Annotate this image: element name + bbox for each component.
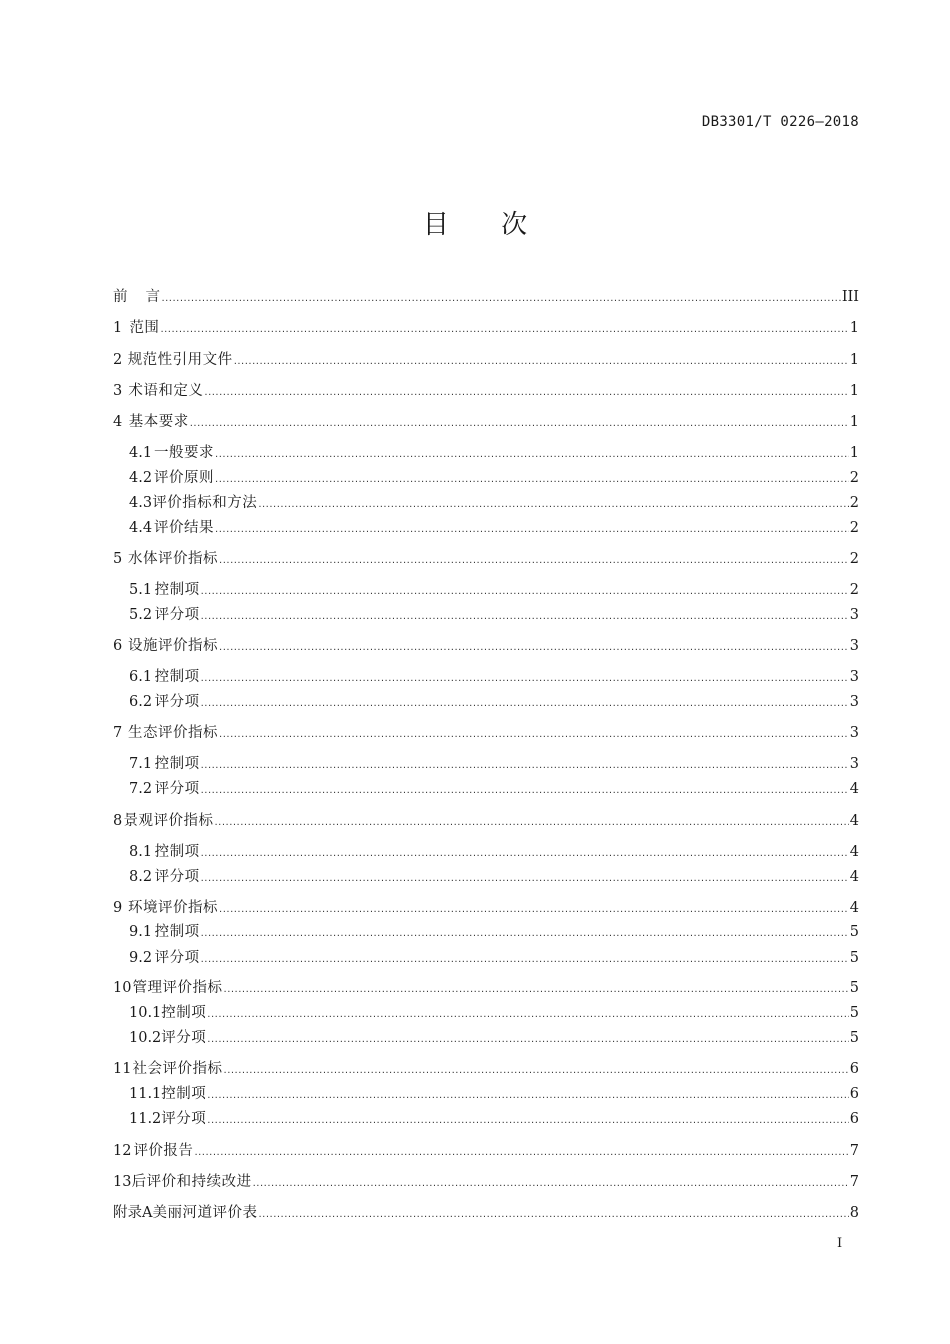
toc-leader [219,899,849,921]
toc-entry-11-1[interactable] [129,1083,859,1105]
toc-text: 景观评价指标 [123,813,214,829]
toc-number: 2 [113,352,123,368]
toc-entry-11[interactable] [113,1058,859,1080]
toc-entry-4[interactable] [113,411,859,433]
toc-page: 4 [849,869,859,885]
toc-text: 评分项 [161,1111,207,1127]
toc-leader [204,382,848,404]
toc-text: 评分项 [154,950,200,966]
toc-number: 10.2 [129,1030,162,1046]
toc-leader [201,693,849,715]
toc-page: III [841,289,859,305]
toc-page: 2 [849,495,859,511]
toc-page: 5 [849,1005,859,1021]
toc-number: 8 [113,813,123,829]
page-number: I [837,1236,843,1251]
toc-page: 1 [849,352,859,368]
toc-page: 4 [849,844,859,860]
toc-leader [258,1204,848,1226]
toc-entry-8-2[interactable] [129,866,859,888]
toc-number: 3 [113,383,123,399]
toc-entry-11-2[interactable] [129,1108,859,1130]
toc-page: 5 [849,950,859,966]
toc-leader [201,949,849,971]
toc-text: 控制项 [161,1005,207,1021]
toc-leader [214,812,848,834]
toc-number: 前 [113,289,128,305]
toc-leader [201,868,849,890]
toc-leader [207,1004,848,1026]
toc-number: 9.2 [129,950,153,966]
toc-page: 1 [849,320,859,336]
toc-leader [219,550,849,572]
toc-entry-4-4[interactable] [129,517,859,539]
toc-text: 评分项 [154,781,200,797]
toc-text: 评价指标和方法 [152,495,258,511]
toc-page: 8 [849,1205,859,1221]
toc-number: 7 [113,725,123,741]
toc-page: 5 [849,980,859,996]
toc-number: 5.2 [129,607,153,623]
toc-entry-10[interactable] [113,977,859,999]
toc-number: 6.1 [129,669,153,685]
toc-text: 一般要求 [154,445,215,461]
toc-page: 1 [849,445,859,461]
toc-entry-4-1[interactable] [129,442,859,464]
toc-number: 10 [113,980,132,996]
toc-entry-8[interactable] [113,810,859,832]
toc-leader [201,581,849,603]
toc-leader [253,1173,849,1195]
toc-leader [201,843,849,865]
page-title: 目 次 [422,210,550,240]
toc-text: 评分项 [154,869,200,885]
toc-entry-4-3[interactable] [129,492,859,514]
toc-leader [201,755,849,777]
toc-entry-10-2[interactable] [129,1027,859,1049]
toc-leader [201,668,849,690]
toc-leader [201,780,849,802]
toc-number: 10.1 [129,1005,162,1021]
toc-number: 4.4 [129,520,153,536]
toc-text: 水体评价指标 [128,551,219,567]
toc-text: 范围 [129,320,160,336]
toc-entry-6-2[interactable] [129,691,859,713]
toc-page: 4 [849,813,859,829]
toc-text: 评分项 [154,694,200,710]
toc-entry-8-1[interactable] [129,841,859,863]
toc-number: 12 [113,1143,132,1159]
toc-page: 1 [849,414,859,430]
toc-number: 8.1 [129,844,153,860]
toc-page: 6 [849,1111,859,1127]
toc-page: 3 [849,607,859,623]
toc-entry-3[interactable] [113,380,859,402]
toc-text: 控制项 [154,844,200,860]
toc-number: 5.1 [129,582,153,598]
toc-number: 6 [113,638,123,654]
toc-page: 2 [849,470,859,486]
toc-entry-1[interactable] [113,317,859,339]
toc-leader [201,606,849,628]
toc-number: 1 [113,320,123,336]
toc-text: 后评价和持续改进 [131,1174,252,1190]
toc-text: 控制项 [154,924,200,940]
toc-text: 社会评价指标 [132,1061,223,1077]
toc-leader [224,1060,849,1082]
toc-number: 11.2 [129,1111,162,1127]
toc-entry-5-2[interactable] [129,604,859,626]
toc-leader [207,1085,848,1107]
toc-entry-appendix-a[interactable] [113,1202,859,1224]
toc-page: 3 [849,756,859,772]
toc-text: 规范性引用文件 [127,352,233,368]
toc-page: 2 [849,551,859,567]
toc-entry-12[interactable] [113,1140,859,1162]
toc-entry-9-2[interactable] [129,947,859,969]
toc-number: 5 [113,551,123,567]
toc-leader [219,724,849,746]
toc-text: 言 [145,289,161,305]
toc-number: 7.1 [129,756,153,772]
toc-leader [224,979,849,1001]
toc-page: 4 [849,781,859,797]
toc-leader [258,494,848,516]
toc-text: 生态评价指标 [128,725,219,741]
toc-entry-7[interactable] [113,722,859,744]
toc-leader [160,319,848,341]
toc-number: 9 [113,900,123,916]
toc-entry-4-2[interactable] [129,467,859,489]
toc-leader [207,1110,848,1132]
toc-leader [161,288,840,310]
toc-text: 术语和定义 [128,383,204,399]
toc-leader [207,1029,848,1051]
toc-leader [190,413,849,435]
toc-entry-7-1[interactable] [129,753,859,775]
toc-number: 7.2 [129,781,153,797]
toc-leader [219,637,849,659]
toc-leader [194,1142,848,1164]
toc-number: 6.2 [129,694,153,710]
toc-page: 2 [849,520,859,536]
toc-number: 9.1 [129,924,153,940]
toc-text: 控制项 [161,1086,207,1102]
toc-page: 6 [849,1061,859,1077]
toc-page: 3 [849,669,859,685]
toc-entry-5[interactable] [113,548,859,570]
toc-entry-6-1[interactable] [129,666,859,688]
document-code: DB3301/T 0226—2018 [701,114,859,130]
toc-number: 4.1 [129,445,153,461]
toc-page: 5 [849,924,859,940]
toc-text: 控制项 [154,582,200,598]
toc-text: 管理评价指标 [132,980,223,996]
toc-page: 3 [849,638,859,654]
toc-text: 评分项 [161,1030,207,1046]
toc-entry-9[interactable] [113,897,859,919]
toc-number: 附录A [113,1205,153,1221]
toc-page: 4 [849,900,859,916]
toc-text: 评价原则 [154,470,215,486]
toc-page: 3 [849,725,859,741]
toc-text: 美丽河道评价表 [152,1205,258,1221]
toc-entry-5-1[interactable] [129,579,859,601]
toc-page: 7 [849,1143,859,1159]
toc-entry-6[interactable] [113,635,859,657]
toc-page: 3 [849,694,859,710]
toc-leader [215,519,849,541]
toc-text: 评价结果 [154,520,215,536]
toc-leader [234,351,849,373]
toc-text: 环境评价指标 [128,900,219,916]
toc-number: 13 [113,1174,132,1190]
toc-page: 5 [849,1030,859,1046]
toc-number: 4 [113,414,123,430]
toc-entry-2[interactable] [113,349,859,371]
toc-number: 8.2 [129,869,153,885]
toc-page: 1 [849,383,859,399]
toc-text: 控制项 [154,756,200,772]
toc-number: 4.2 [129,470,153,486]
toc-number: 11 [113,1061,132,1077]
toc-entry-13[interactable] [113,1171,859,1193]
toc-number: 4.3 [129,495,153,511]
toc-page: 2 [849,582,859,598]
toc-number: 11.1 [129,1086,162,1102]
toc-entry-preface[interactable] [113,286,859,308]
toc-page: 7 [849,1174,859,1190]
toc-page: 6 [849,1086,859,1102]
toc-entry-10-1[interactable] [129,1002,859,1024]
toc-leader [215,444,849,466]
toc-text: 评价报告 [133,1143,194,1159]
toc-entry-9-1[interactable] [129,921,859,943]
toc-leader [201,923,849,945]
toc-text: 控制项 [154,669,200,685]
toc-text: 设施评价指标 [128,638,219,654]
toc-leader [215,469,849,491]
toc-text: 评分项 [154,607,200,623]
toc-text: 基本要求 [128,414,189,430]
toc-entry-7-2[interactable] [129,778,859,800]
